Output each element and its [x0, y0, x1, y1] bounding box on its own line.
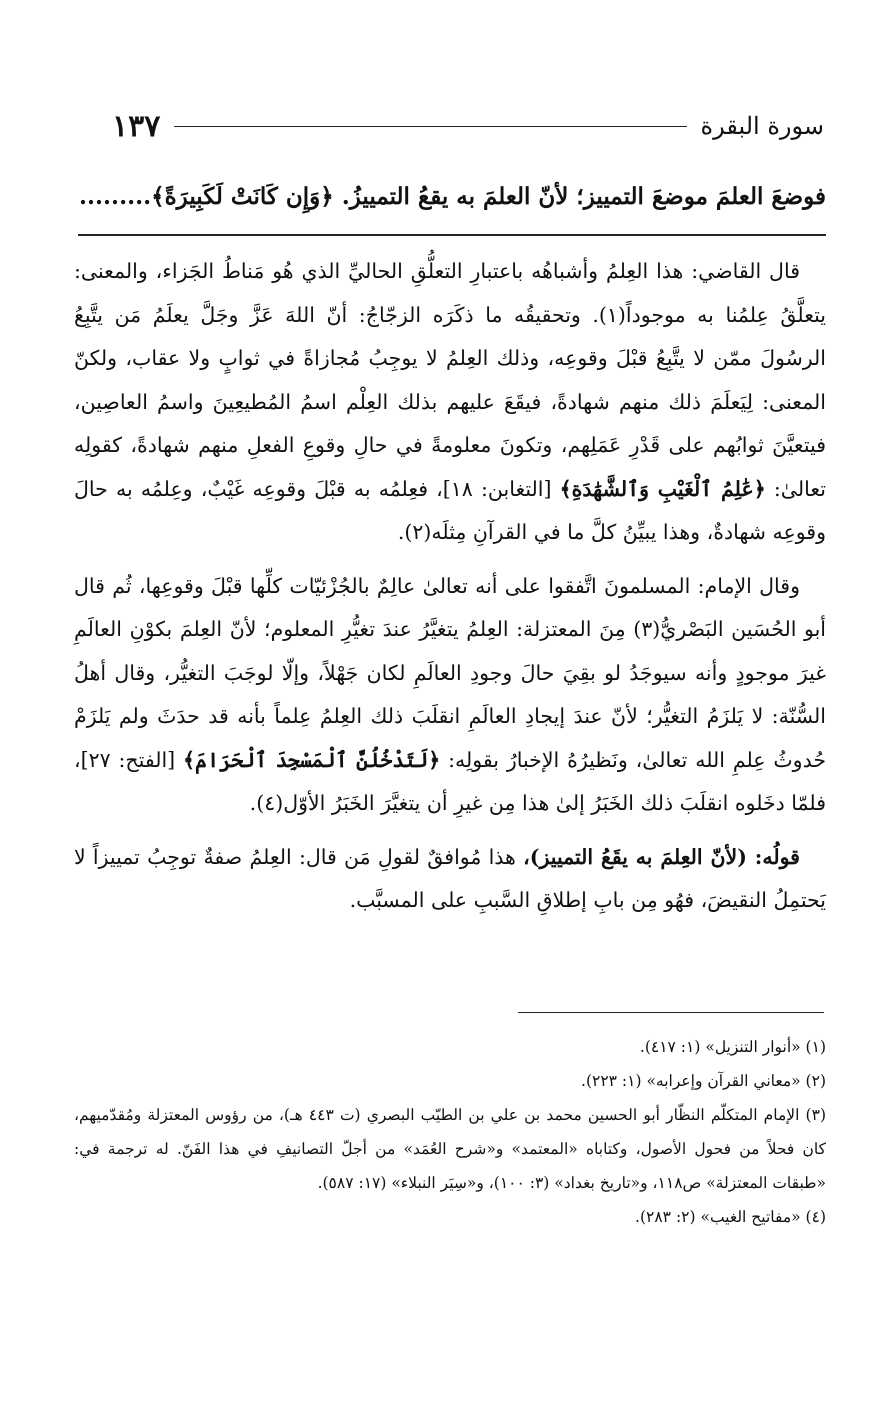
footnote: (١) «أنوار التنزيل» (١: ٤١٧).	[639, 1038, 826, 1056]
paragraph-text: وقال الإمام: المسلمونَ اتَّفقوا على أنه تعالىٰ عالِمٌ بالجُزْئيّات كلِّها قبْلَ وقوعِها، ثُم قال أبو الحُسَين البَصْريُّ(٣) مِنَ المعتزلة: العِلمُ يتغيَّرُ عندَ تغيُّرِ المعلوم؛ لأنّ العِلمَ بكوْنِ العالَمِ غيرَ موجودٍ وأنه سيوجَدُ لو بقِيَ حالَ وجودِ العالَمِ لكان جَهْلاً، وإلّا لوجَبَ التغيُّر، وقال أهلُ السُّنّة: لا يَلزَمُ التغيُّر؛ لأنّ عندَ إيجادِ العالَمِ انقلَبَ ذلك العِلمُ عِلماً بأنه قد حدَثَ ولم يَلزَمْ حُدوثُ عِلمِ الله تعالىٰ، ونَظيرُهُ الإخبارُ بقولِه:	[74, 573, 826, 772]
paragraph-text: قال القاضي: هذا العِلمُ وأشباهُه باعتبارِ التعلُّقِ الحاليِّ الذي هُو مَناطُ الجَزاء، والمعنى: يتعلَّقُ عِلمُنا به موجوداً(١). وتحقيقُه ما ذكَرَه الزجّاجُ: أنّ اللهَ عَزَّ وجَلَّ يعلَمُ مَن يتَّبِعُ الرسُولَ ممّن لا يتَّبِعُ قبْلَ وقوعِه، وذلك العِلمُ لا يوجِبُ مُجازاةً في ثوابٍ ولا عقاب، ولكنّ المعنى: لِيَعلَمَ ذلك منهم شهادةً، فيقَعَ عليهم بذلك العِلْم اسمُ المُطيعِينَ واسمُ العاصِين، فيتعيَّنَ ثوابُهم على قَدْرِ عَمَلِهم، وتكونَ معلومةً في حالِ وقوعِ الفعلِ منهم شهادةً، كقولِه تعالىٰ:	[74, 259, 826, 501]
paragraph-text: هذا مُوافقٌ لقولِ مَن قال: العِلمُ صفةٌ توجِبُ تمييزاً لا يَحتمِلُ النقيضَ، فهُو مِن بابِ إطلاقِ السَّببِ على المسبَّب.	[74, 844, 826, 912]
paragraph-qadi	[74, 250, 826, 555]
quran-verse: ﴿لَتَدْخُلُنَّ ٱلْمَسْجِدَ ٱلْحَرَامَ﴾	[183, 747, 441, 772]
footnote: (٢) «معاني القرآن وإعرابه» (١: ٢٢٣).	[581, 1072, 826, 1090]
footnote: (٤) «مفاتيح الغيب» (٢: ٢٨٣).	[635, 1208, 826, 1226]
quran-verse: ﴿عَٰلِمُ ٱلْغَيْبِ وَٱلشَّهَٰدَةِ﴾	[559, 476, 766, 501]
page-header	[112, 104, 824, 148]
page-number: ١٣٧	[112, 108, 161, 144]
surah-title: سورة البقرة	[700, 112, 824, 140]
matn-divider	[78, 234, 826, 236]
quoted-lemma: قولُه: (لأنّ العِلمَ به يقَعُ التمييز)،	[523, 844, 800, 869]
footnotes	[74, 1030, 826, 1234]
matn-line: فوضعَ العلمَ موضعَ التمييز؛ لأنّ العلمَ به يقعُ التمييزُ. ﴿وَإِن كَانَتْ لَكَبِيرَةً﴾.........	[79, 183, 826, 210]
header-rule	[174, 126, 686, 127]
paragraph-text: [التغابن: ١٨]، فعِلمُه به قبْلَ وقوعِه غَيْبٌ، وعِلمُه به حالَ وقوعِه شهادةٌ، وهذا يبيِّنُ كلَّ ما في القرآنِ مِثلَه(٢).	[74, 476, 826, 544]
commentary-body	[74, 250, 826, 933]
footnote-separator	[518, 1012, 824, 1013]
paragraph-imam	[74, 565, 826, 826]
paragraph-qawluhu	[74, 836, 826, 923]
footnote: (٣) الإمام المتكلّم النظّار أبو الحسين محمد بن علي بن الطيّب البصري (ت ٤٤٣ هـ)، من رؤوس المعتزلة ومُقدّميهم، كان فحلاً من فحول الأصول، وكتاباه «المعتمد» و«شرح العُمَد» من أجلّ التصانيفِ في هذا الفَنّ. له ترجمة في: «طبقات المعتزلة» ص١١٨، و«تاريخ بغداد» (٣: ١٠٠)، و«سِيَر النبلاء» (١٧: ٥٨٧).	[74, 1106, 826, 1192]
paragraph-text: [الفتح: ٢٧]، فلمّا دخَلوه انقلَبَ ذلك الخَبَرُ إلىٰ هذا مِن غيرِ أن يتغيَّرَ الخَبَرُ الأوّل(٤).	[74, 747, 826, 815]
